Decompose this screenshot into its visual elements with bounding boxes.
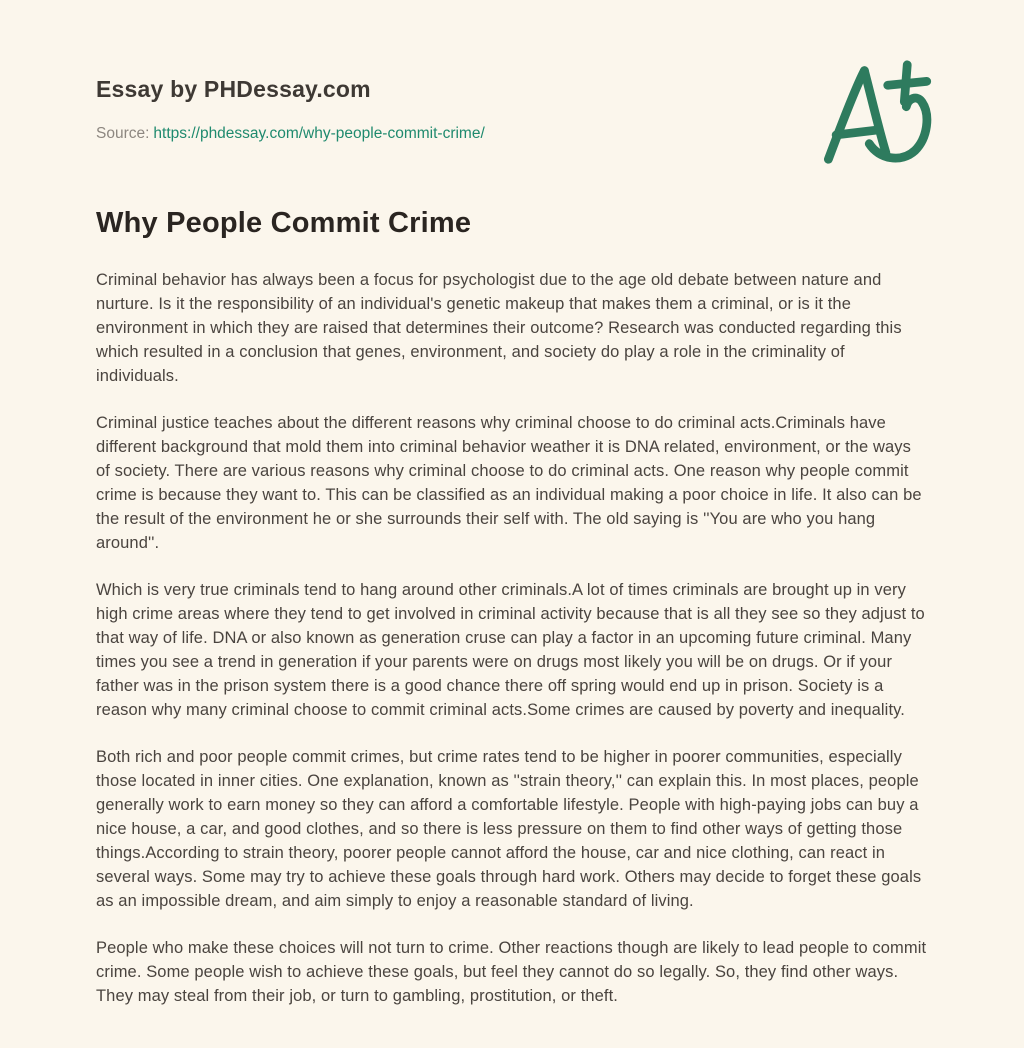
- source-url-link[interactable]: https://phdessay.com/why-people-commit-crime/: [153, 125, 485, 142]
- source-label: Source:: [96, 125, 150, 142]
- essay-paragraph: Which is very true criminals tend to hang around other criminals.A lot of times criminals are brought up in very high crime areas where they tend to get involved in criminal activity because that is all they see so they adjust to that way of life. DNA or also known as generation cruse can play a factor in an upcoming future criminal. Many times you see a trend in generation if your parents were on drugs most likely you will be on drugs. Or if your father was in the prison system there is a good chance there off spring would end up in prison. Society is a reason why many criminal choose to commit criminal acts.Some crimes are caused by poverty and inequality.: [96, 581, 925, 719]
- essay-body: [96, 268, 928, 1008]
- essay-paragraph: People who make these choices will not turn to crime. Other reactions though are likely to lead people to commit crime. Some people wish to achieve these goals, but feel they cannot do so legally. So, they find other ways. They may steal from their job, or turn to gambling, prostitution, or theft.: [96, 939, 927, 1005]
- essay-paragraph: Criminal justice teaches about the different reasons why criminal choose to do criminal acts.Criminals have different background that mold them into criminal behavior weather it is DNA related, environment, or the ways of society. There are various reasons why criminal choose to do criminal acts. One reason why people commit crime is because they want to. This can be classified as an individual making a poor choice in life. It also can be the result of the environment he or she surrounds their self with. The old saying is ''You are who you hang around''.: [96, 414, 922, 552]
- page-title: Why People Commit Crime: [96, 207, 472, 239]
- a-plus-logo-icon: [820, 58, 938, 170]
- byline: Essay by PHDessay.com: [96, 76, 371, 102]
- essay-paragraph: Both rich and poor people commit crimes, but crime rates tend to be higher in poorer communities, especially those located in inner cities. One explanation, known as ''strain theory,'' can explain this. In most places, people generally work to earn money so they can afford a comfortable lifestyle. People with high-paying jobs can buy a nice house, a car, and good clothes, and so there is less pressure on them to find other ways of getting those things.According to strain theory, poorer people cannot afford the house, car and nice clothing, can react in several ways. Some may try to achieve these goals through hard work. Others may decide to forget these goals as an impossible dream, and aim simply to enjoy a reasonable standard of living.: [96, 748, 922, 910]
- source-line: [96, 125, 928, 143]
- essay-paragraph: Criminal behavior has always been a focus for psychologist due to the age old debate between nature and nurture. Is it the responsibility of an individual's genetic makeup that makes them a criminal, or is it the environment in which they are raised that determines their outcome? Research was conducted regarding this which resulted in a conclusion that genes, environment, and society do play a role in the criminality of individuals.: [96, 271, 902, 385]
